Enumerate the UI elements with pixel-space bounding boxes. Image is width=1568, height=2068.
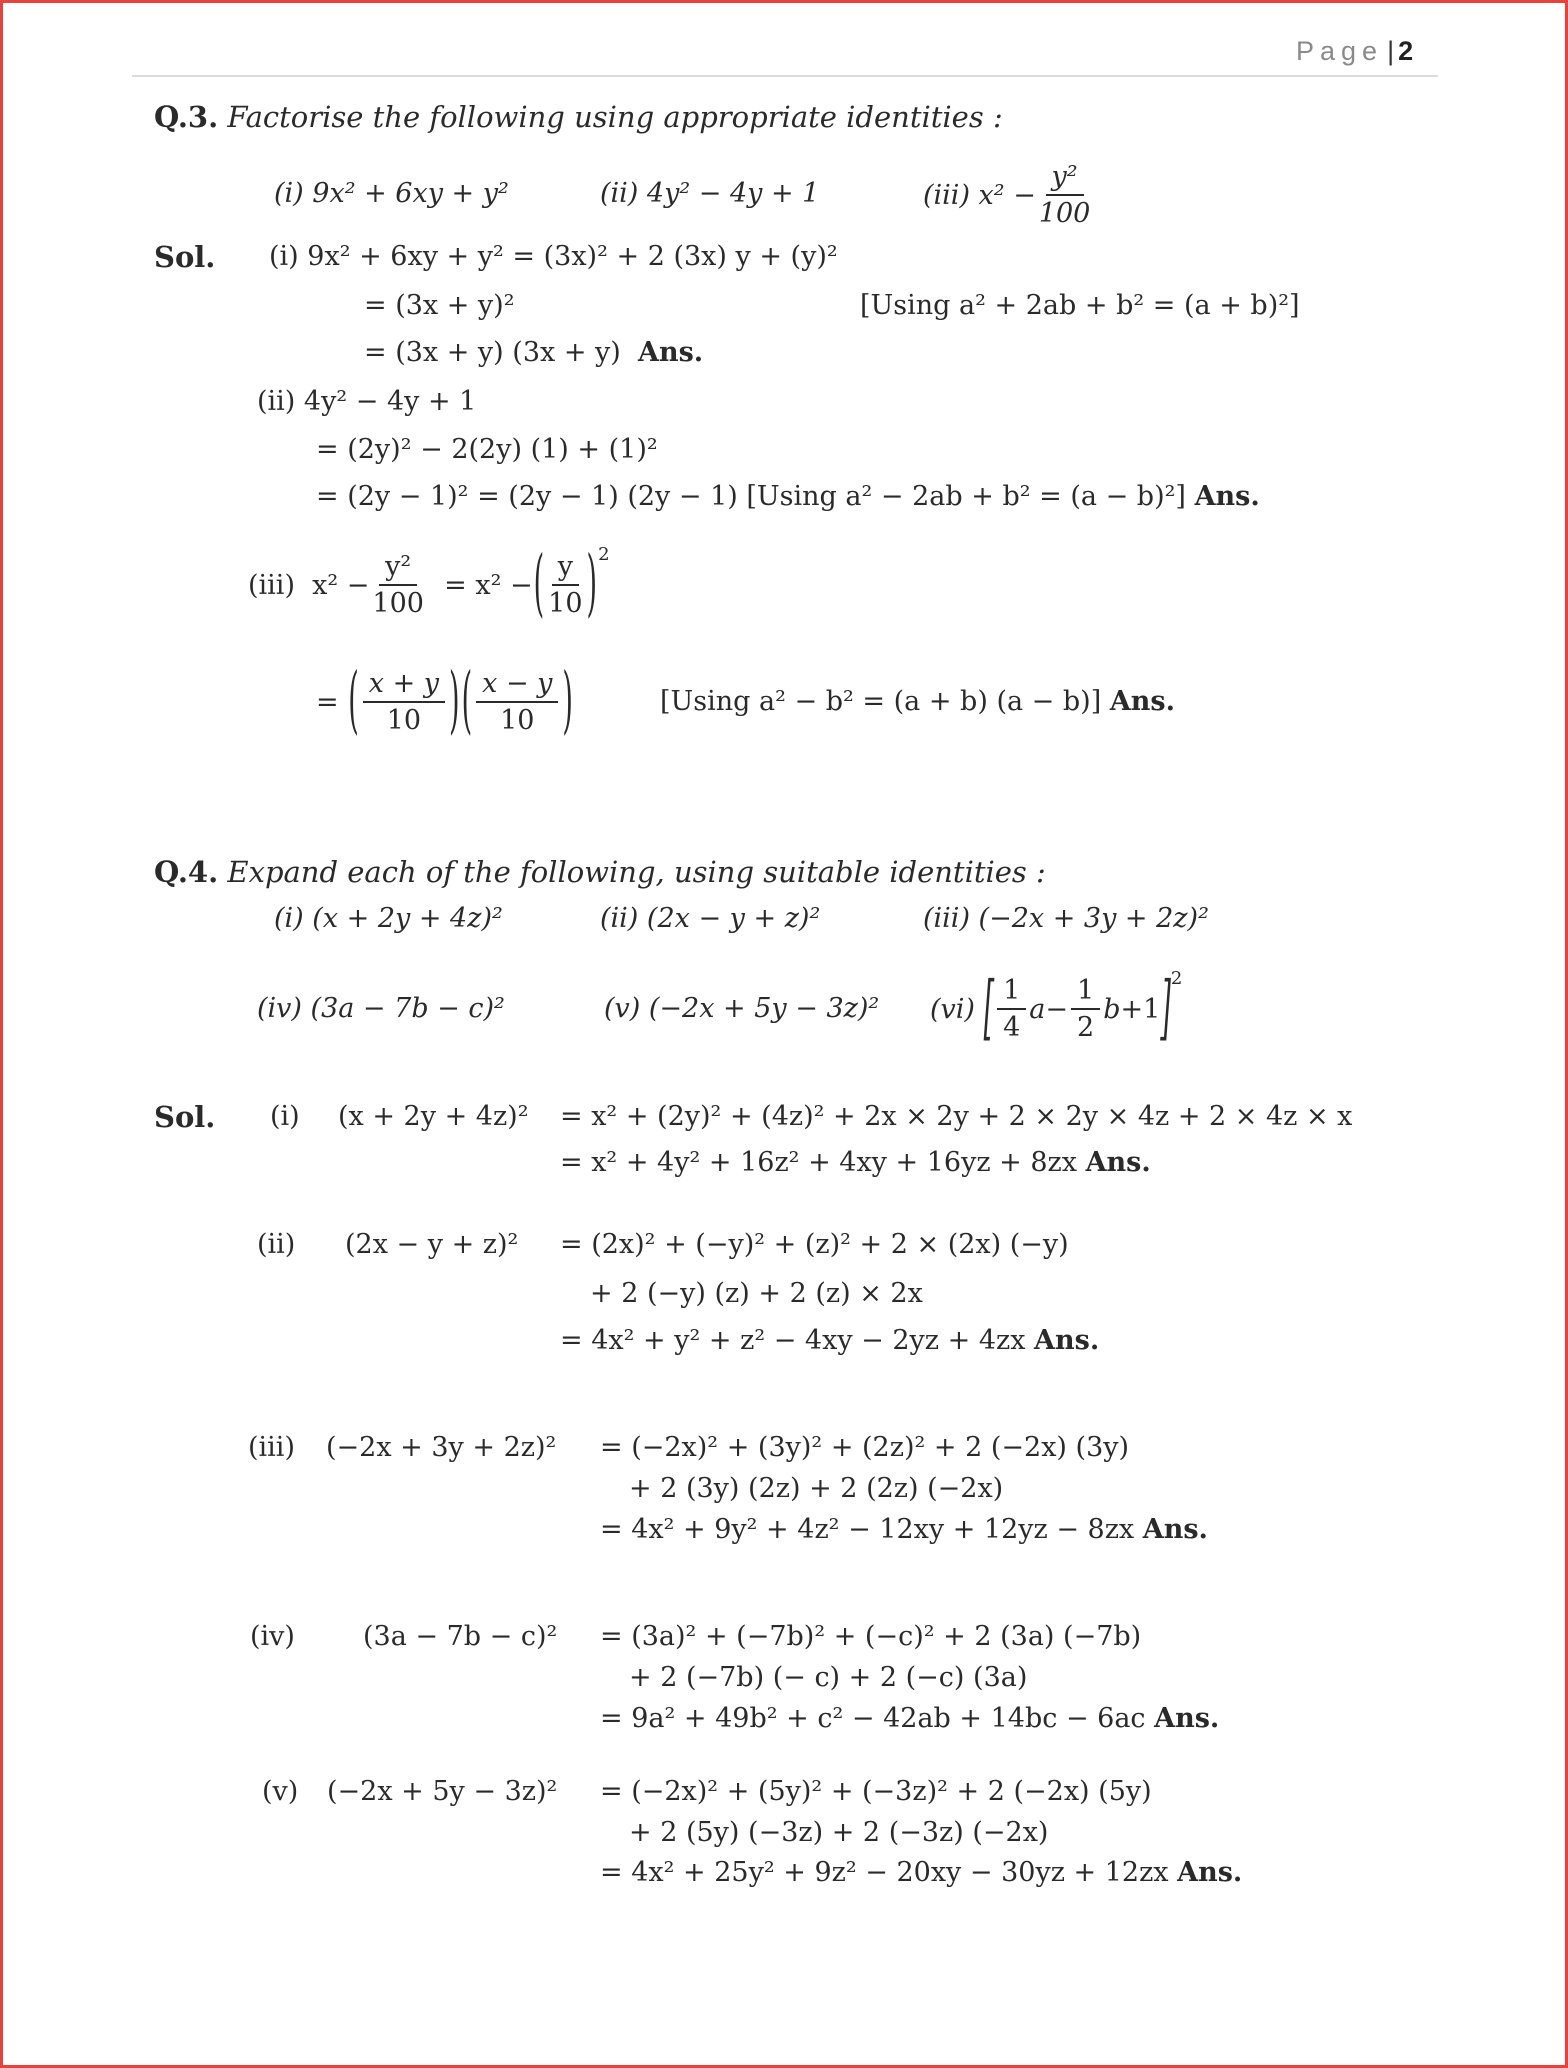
sol3-iii-note bbox=[660, 685, 1175, 719]
numerator: x − y bbox=[476, 667, 558, 703]
sol3-label: Sol. bbox=[154, 240, 216, 274]
q3-item-2: (ii) 4y² − 4y + 1 bbox=[600, 178, 820, 209]
left-paren: ( bbox=[461, 659, 473, 743]
ans-label: Ans. bbox=[1154, 1703, 1220, 1734]
sol4-ii-label: (ii) bbox=[257, 1229, 296, 1260]
denominator: 100 bbox=[1038, 198, 1091, 229]
fraction bbox=[476, 667, 558, 739]
numerator: y² bbox=[379, 550, 417, 586]
q3-item-3-text: (iii) x² − bbox=[923, 180, 1036, 211]
q3-label: Q.3. bbox=[154, 100, 219, 134]
constant: +1 bbox=[1120, 993, 1161, 1025]
sol3-i-line1: (i) 9x² + 6xy + y² = (3x)² + 2 (3x) y + (y)² bbox=[269, 241, 838, 272]
sol4-i-line1: = x² + (2y)² + (4z)² + 2x × 2y + 2 × 2y × 4z + 2 × 4z × x bbox=[560, 1101, 1353, 1132]
sol4-ii-line1: = (2x)² + (−y)² + (z)² + 2 × (2x) (−y) bbox=[560, 1229, 1069, 1260]
ans-label: Ans. bbox=[1177, 1857, 1243, 1888]
sol3-i-line3 bbox=[364, 336, 703, 370]
sol4-v-line3 bbox=[600, 1856, 1242, 1890]
denominator: 2 bbox=[1077, 1011, 1095, 1043]
sol3-i-line2: = (3x + y)² bbox=[364, 290, 515, 321]
expr: = 4x² + 9y² + 4z² − 12xy + 12yz − 8zx bbox=[600, 1514, 1135, 1545]
sol4-iii-line3 bbox=[600, 1513, 1208, 1547]
q4-item-4: (iv) (3a − 7b − c)² bbox=[257, 993, 505, 1024]
sol4-iv-lhs: (3a − 7b − c)² bbox=[363, 1621, 558, 1652]
sol4-v-lhs: (−2x + 5y − 3z)² bbox=[327, 1776, 558, 1807]
sol4-ii-lhs: (2x − y + z)² bbox=[345, 1229, 519, 1260]
sol4-label: Sol. bbox=[154, 1100, 216, 1134]
sol4-iv-line3 bbox=[600, 1702, 1219, 1736]
equals: = bbox=[444, 569, 467, 601]
sol4-i-line2 bbox=[560, 1146, 1151, 1180]
fraction bbox=[363, 667, 445, 739]
expr: = (2y − 1)² = (2y − 1) (2y − 1) [Using a² − 2ab + b² = (a − b)²] bbox=[316, 481, 1186, 512]
q4-heading bbox=[154, 855, 1046, 889]
ans-label: Ans. bbox=[1034, 1325, 1100, 1356]
ans-label: Ans. bbox=[1194, 481, 1260, 512]
numerator: 1 bbox=[997, 974, 1026, 1010]
sol4-i-label: (i) bbox=[270, 1101, 300, 1132]
sol4-ii-line2: + 2 (−y) (z) + 2 (z) × 2x bbox=[590, 1278, 923, 1309]
header-divider: | bbox=[1387, 36, 1395, 66]
variable: b bbox=[1103, 993, 1121, 1025]
exponent: 2 bbox=[1170, 968, 1183, 989]
denominator: 10 bbox=[548, 587, 583, 619]
sol3-i-note: [Using a² + 2ab + b² = (a + b)²] bbox=[860, 290, 1300, 321]
sol4-v-label: (v) bbox=[262, 1776, 299, 1807]
left-bracket: [ bbox=[983, 967, 995, 1049]
numerator: y bbox=[552, 550, 579, 586]
sol4-iv-line1: = (3a)² + (−7b)² + (−c)² + 2 (3a) (−7b) bbox=[600, 1621, 1142, 1652]
left-paren: ( bbox=[533, 542, 545, 626]
expr: = (3x + y) (3x + y) bbox=[364, 337, 621, 368]
q4-item-2: (ii) (2x − y + z)² bbox=[600, 903, 821, 934]
expr: = x² + 4y² + 16z² + 4xy + 16yz + 8zx bbox=[560, 1147, 1077, 1178]
sol3-ii-line2: = (2y)² − 2(2y) (1) + (1)² bbox=[316, 434, 658, 465]
equals: = bbox=[316, 686, 339, 718]
exponent: 2 bbox=[598, 544, 610, 565]
fraction bbox=[997, 974, 1026, 1046]
q3-item-1: (i) 9x² + 6xy + y² bbox=[274, 178, 509, 209]
ans-label: Ans. bbox=[1109, 686, 1176, 717]
sol4-v-line1: = (−2x)² + (5y)² + (−3z)² + 2 (−2x) (5y) bbox=[600, 1776, 1152, 1807]
header-rule bbox=[132, 75, 1438, 77]
identity-note: [Using a² − b² = (a + b) (a − b)] bbox=[660, 686, 1102, 717]
page-number: 2 bbox=[1398, 36, 1414, 66]
expr: x² − bbox=[312, 569, 370, 601]
right-bracket: ] bbox=[1160, 967, 1171, 1049]
numerator: 1 bbox=[1071, 974, 1100, 1010]
denominator: 10 bbox=[386, 704, 422, 736]
fraction bbox=[372, 550, 424, 622]
sol4-v-line2: + 2 (5y) (−3z) + 2 (−3z) (−2x) bbox=[629, 1817, 1049, 1848]
variable: a bbox=[1029, 993, 1046, 1025]
sol4-iii-lhs: (−2x + 3y + 2z)² bbox=[326, 1432, 557, 1463]
sol4-iv-label: (iv) bbox=[250, 1621, 295, 1652]
right-paren: ) bbox=[586, 542, 598, 626]
q4-item-5: (v) (−2x + 5y − 3z)² bbox=[604, 993, 880, 1024]
denominator: 10 bbox=[500, 704, 535, 736]
ans-label: Ans. bbox=[1142, 1514, 1208, 1545]
sol4-iii-line2: + 2 (3y) (2z) + 2 (2z) (−2x) bbox=[629, 1473, 1004, 1504]
q4-item-1: (i) (x + 2y + 4z)² bbox=[274, 903, 503, 934]
fraction bbox=[548, 550, 582, 622]
right-paren: ) bbox=[449, 659, 460, 743]
sol4-iii-line1: = (−2x)² + (3y)² + (2z)² + 2 (−2x) (3y) bbox=[600, 1432, 1130, 1463]
sol3-ii-line3 bbox=[316, 480, 1260, 514]
q3-item-3 bbox=[923, 160, 1093, 232]
sol3-iii-line2 bbox=[316, 655, 574, 750]
page-word: Page bbox=[1296, 36, 1384, 66]
sol4-i-lhs: (x + 2y + 4z)² bbox=[338, 1101, 529, 1132]
q4-prompt: Expand each of the following, using suitable identities : bbox=[227, 855, 1046, 889]
sol4-ii-line3 bbox=[560, 1324, 1099, 1358]
denominator: 4 bbox=[1003, 1011, 1021, 1043]
q3-heading bbox=[154, 100, 1003, 134]
q4-item-3: (iii) (−2x + 3y + 2z)² bbox=[923, 903, 1209, 934]
operator: − bbox=[1045, 993, 1069, 1025]
ans-label: Ans. bbox=[638, 337, 704, 368]
sol3-iii-line1 bbox=[248, 538, 610, 633]
page-header bbox=[1296, 36, 1413, 67]
right-paren: ) bbox=[562, 659, 573, 743]
sol3-ii-line1: (ii) 4y² − 4y + 1 bbox=[257, 386, 477, 417]
sol4-iii-label: (iii) bbox=[248, 1432, 295, 1463]
part-label: (iii) bbox=[248, 569, 295, 601]
sol4-iv-line2: + 2 (−7b) (− c) + 2 (−c) (3a) bbox=[629, 1662, 1028, 1693]
fraction bbox=[1071, 974, 1100, 1046]
fraction bbox=[1039, 160, 1091, 232]
q4-item-6 bbox=[930, 962, 1182, 1057]
expr: = 4x² + 25y² + 9z² − 20xy − 30yz + 12zx bbox=[600, 1857, 1169, 1888]
ans-label: Ans. bbox=[1085, 1147, 1151, 1178]
numerator: x + y bbox=[363, 667, 445, 703]
denominator: 100 bbox=[372, 587, 424, 619]
q3-prompt: Factorise the following using appropriate identities : bbox=[227, 100, 1003, 134]
expr: = 9a² + 49b² + c² − 42ab + 14bc − 6ac bbox=[600, 1703, 1146, 1734]
expr: x² − bbox=[475, 569, 533, 601]
numerator: y² bbox=[1046, 160, 1084, 196]
q4-label: Q.4. bbox=[154, 855, 219, 889]
expr: = 4x² + y² + z² − 4xy − 2yz + 4zx bbox=[560, 1325, 1026, 1356]
item-label: (vi) bbox=[930, 993, 975, 1025]
left-paren: ( bbox=[348, 659, 359, 743]
